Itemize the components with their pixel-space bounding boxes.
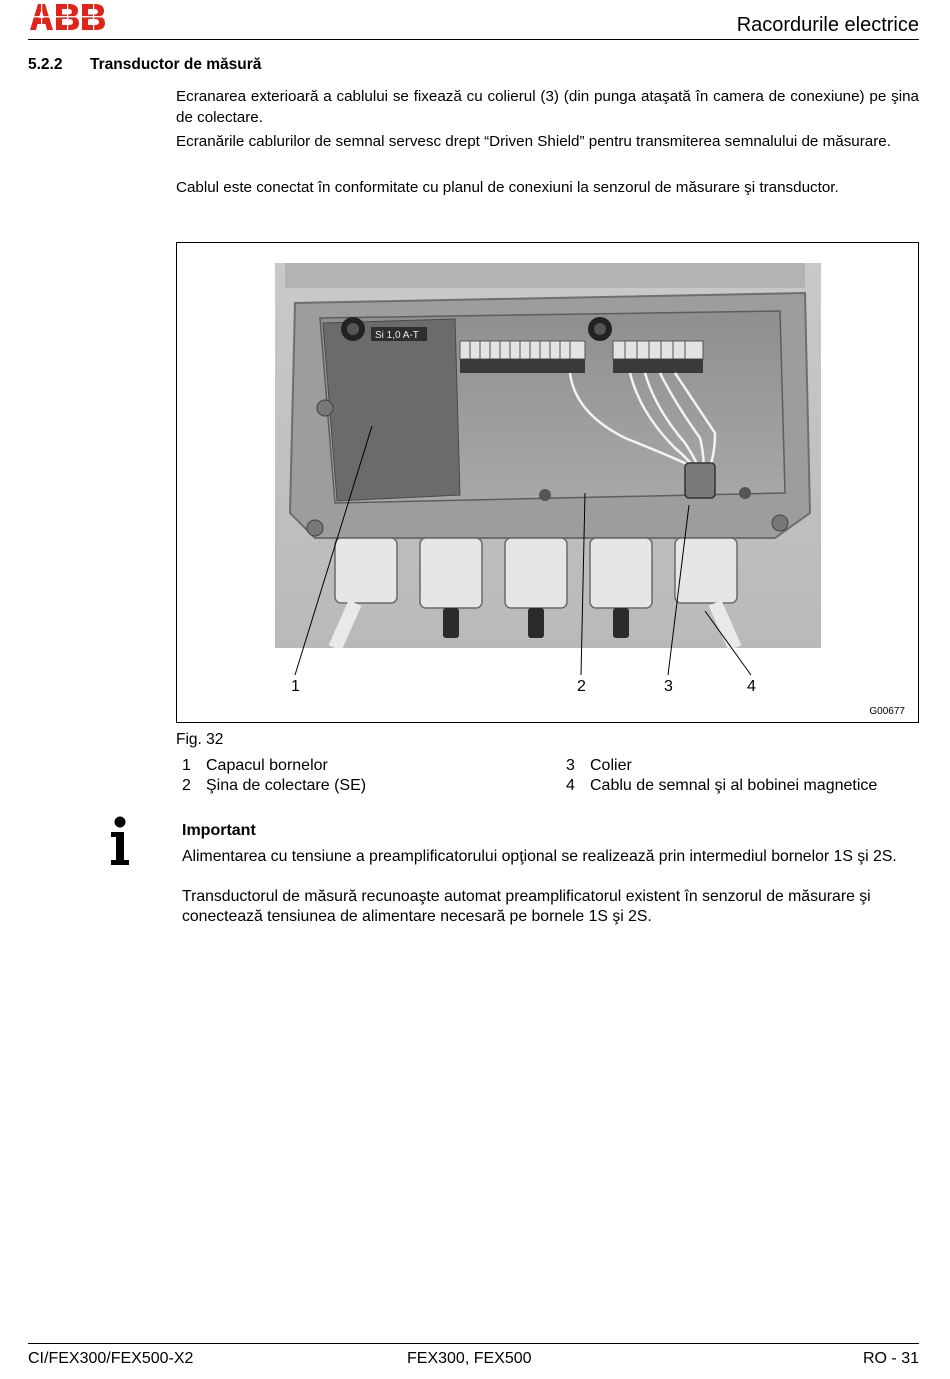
fuse-label: Si 1,0 A-T [375,330,419,341]
legend-item [182,756,328,776]
paragraph-2: Ecranările cablurilor de semnal servesc drept “Driven Shield” pentru transmiterea semnalului de măsurare. [176,133,891,150]
legend-item [182,776,366,796]
abb-logo [28,2,108,32]
header-divider [28,39,919,40]
legend-number: 4 [566,777,575,794]
figure-caption: Fig. 32 [176,731,224,748]
paragraph-3: Cablul este conectat în conformitate cu planul de conexiuni la senzorul de măsurare şi transductor. [176,179,839,196]
section-title: Transductor de măsură [90,56,262,73]
figure-code: G00677 [869,706,905,717]
legend-text: Şina de colectare (SE) [206,777,367,794]
note-line-1: Alimentarea cu tensiune a preamplificatorului opţional se realizează prin intermediul bornelor 1S şi 2S. [182,848,897,865]
callout-2: 2 [577,678,586,695]
callout-1: 1 [291,678,300,695]
legend-number: 2 [182,777,191,794]
footer-product: FEX300, FEX500 [407,1350,532,1367]
callout-3: 3 [664,678,673,695]
footer-document-id: CI/FEX300/FEX500-X2 [28,1350,194,1367]
info-icon [108,816,132,866]
callout-4: 4 [747,678,756,695]
note-line-2: Transductorul de măsură recunoaşte automat preamplificatorul existent în senzorul de măsurare şi conectează tensiunea de alimentare necesară pe bornele 1S şi 2S. [182,888,871,925]
section-number: 5.2.2 [28,56,63,73]
legend-number: 1 [182,757,191,774]
legend-item [566,756,632,776]
terminal-box-photo [275,263,821,648]
paragraph-1: Ecranarea exterioară a cablului se fixează cu colierul (3) (din punga ataşată în camera de conexiune) pe şina de colectare. [176,88,919,126]
legend-item [566,776,877,796]
legend-number: 3 [566,757,575,774]
figure-box [176,242,919,723]
legend-text: Colier [590,757,632,774]
legend-text: Capacul bornelor [206,757,328,774]
note-title: Important [182,822,256,839]
legend-text: Cablu de semnal şi al bobinei magnetice [590,777,878,794]
header-title: Racordurile electrice [736,14,919,36]
footer-divider [28,1343,919,1344]
footer-page-number: RO - 31 [862,1350,919,1367]
